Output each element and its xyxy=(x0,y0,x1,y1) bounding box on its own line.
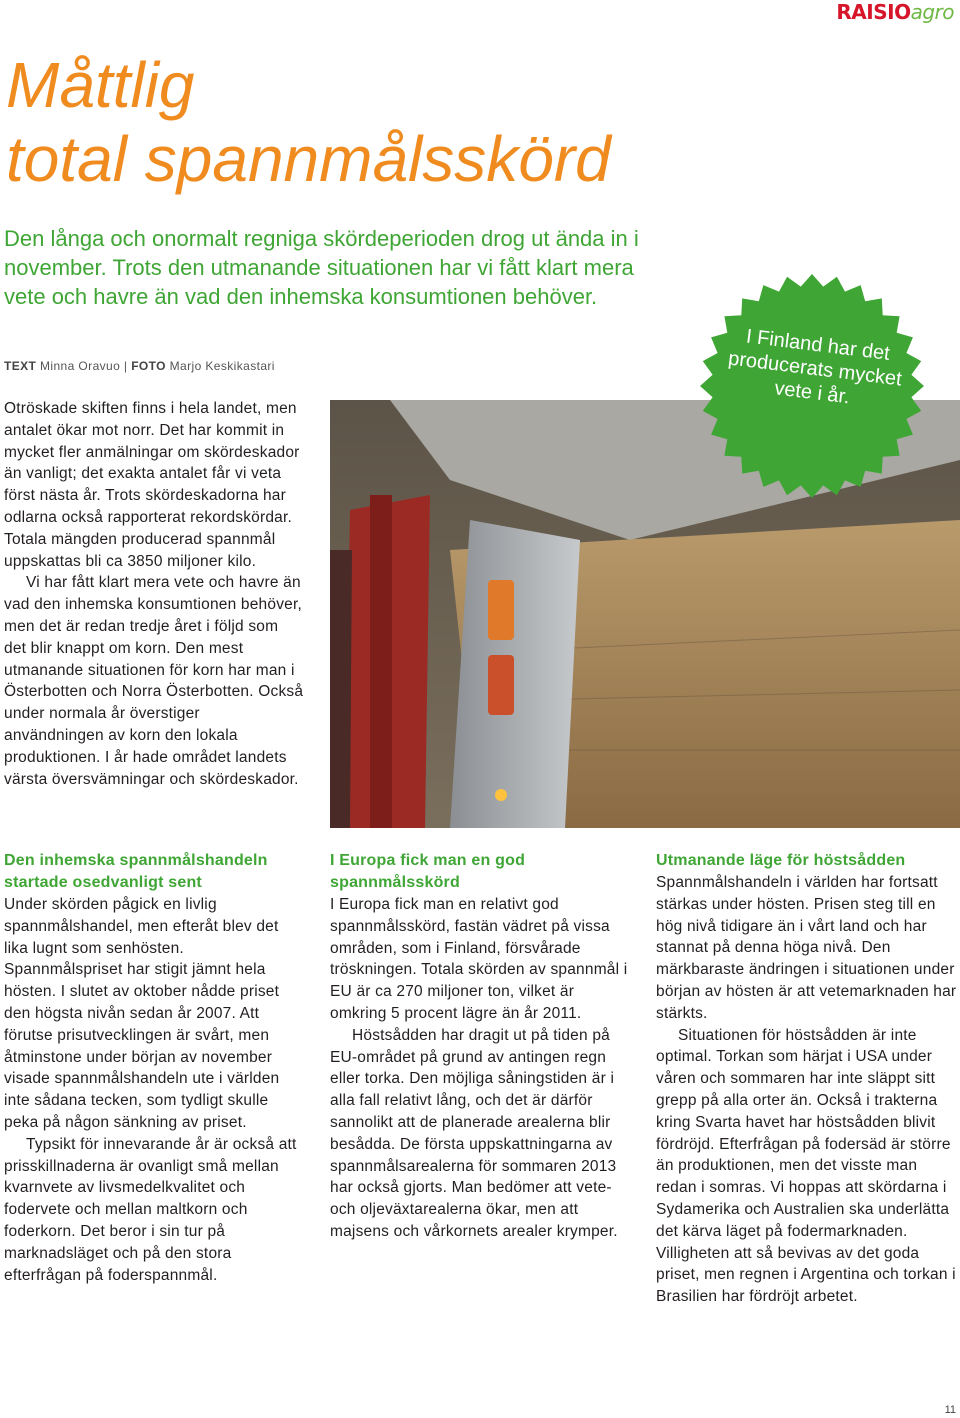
foto-label: FOTO xyxy=(131,359,166,373)
article-title xyxy=(6,48,611,196)
column-1 xyxy=(4,850,302,1286)
column-2 xyxy=(330,850,632,1243)
intro-paragraph-2: Vi har fått klart mera vete och havre än vad den inhemska konsumtionen behöver, men det är redan tredje året i följd som det blir knappt om korn. Den mest utmanande situationen för korn har man i Österbotten och Norra Österbotten. Också under normala år överstiger användningen av korn den lokala produktionen. I år hade området landets värsta översvämningar och skördeskador. xyxy=(4,574,304,788)
title-line-2: total spannmålsskörd xyxy=(6,123,611,195)
lead-paragraph: Den långa och onormalt regniga skördeperioden drog ut ända in i november. Trots den utmanande situationen har vi fått klart mera vete och havre än vad den inhemska konsumtionen behöver. xyxy=(4,226,639,309)
photographer-name: Marjo Keskikastari xyxy=(169,359,275,373)
intro-column xyxy=(4,398,304,790)
column-1-paragraph-1: Under skörden pågick en livlig spannmålshandel, men efteråt blev det lika lugnt som senhösten. Spannmålspriset har stigit jämnt hela hösten. I slutet av oktober nådde priset den högsta nivån sedan år 2007. Att förutse prisutvecklingen är svårt, men åtminstone under början av november visade spannmålshandeln ute i världen inte sådana tecken, som tydligt skulle peka på någon sänkning av priset. xyxy=(4,896,280,1131)
badge-text: I Finland har det producerats mycket vete i år. xyxy=(727,325,903,409)
column-1-paragraph-2: Typsikt för innevarande år är också att prisskillnaderna är ovanligt små mellan kvarnvete av livsmedelkvalitet och fodervete och mellan maltkorn och foderkorn. Det beror i sin tur på marknadsläget och på den stora efterfrågan på foderspannmål. xyxy=(4,1135,297,1284)
column-3-heading: Utmanande läge för höstsådden xyxy=(656,852,906,869)
byline-separator: | xyxy=(123,359,128,373)
author-name: Minna Oravuo xyxy=(40,359,121,373)
column-2-paragraph-2: Höstsådden har dragit ut på tiden på EU-området på grund av antingen regn eller torka. Den möjliga såningstiden är i alla fall relativt lång, och det är därför sannolikt att de planerade arealerna blir besådda. De första uppskattningarna av spannmålsarealerna för sommaren 2013 har också gjorts. Man bedömer att vete- och oljeväxtarealerna ökar, men att majsens och vårkornets arealer krymper. xyxy=(330,1026,618,1240)
column-3-paragraph-2: Situationen för höstsådden är inte optimal. Torkan som härjat i USA under våren och sommaren har inte släppt sitt grepp på alla orter än. Också i trakterna kring Svarta havet har höstsådden blivit fördröjd. Efterfrågan på fodersäd är större än produktionen, men det visste man redan i somras. Vi hoppas att skördarna i Sydamerika och Australien ska underlätta det kärva läget på fodermarknaden. Villigheten att så bevivas av det goda priset, men regnen i Argentina och torkan i Brasilien har fördröjt arbetet. xyxy=(656,1026,956,1306)
column-1-heading: Den inhemska spannmålshandeln startade osedvanligt sent xyxy=(4,852,268,891)
page-number: 11 xyxy=(944,1404,956,1416)
text-label: TEXT xyxy=(4,359,37,373)
title-line-1: Måttlig xyxy=(6,49,195,121)
byline xyxy=(4,359,275,373)
column-2-paragraph-1: I Europa fick man en relativt god spannmålsskörd, fastän vädret på vissa områden, som i Finland, försvårade tröskningen. Totala skörden av spannmål i EU är ca 270 miljoner ton, vilket är omkring 5 procent lägre än år 2011. xyxy=(330,896,628,1022)
intro-paragraph-1: Otröskade skiften finns i hela landet, men antalet ökar mot norr. Det har kommit in mycket fler anmälningar om skördeskador än vanligt; det exakta antalet får vi veta först nästa år. Trots skördeskadorna har odlarna också rapporterat rekordskördar. Totala mängden producerad spannmål uppskattas bli ca 3850 miljoner kilo. xyxy=(4,400,300,570)
raisio-agro-logo: RAISIOagro xyxy=(836,0,954,24)
column-3-paragraph-1: Spannmålshandeln i världen har fortsatt stärkas under hösten. Prisen steg till en hög nivå tidigare än i vårt land och har stannat på denna höga nivå. Den märkbaraste ändringen i situationen under början av hösten är att vetemarknaden har stärkts. xyxy=(656,874,957,1022)
column-2-heading: I Europa fick man en god spannmålsskörd xyxy=(330,852,526,891)
column-3 xyxy=(656,850,958,1308)
